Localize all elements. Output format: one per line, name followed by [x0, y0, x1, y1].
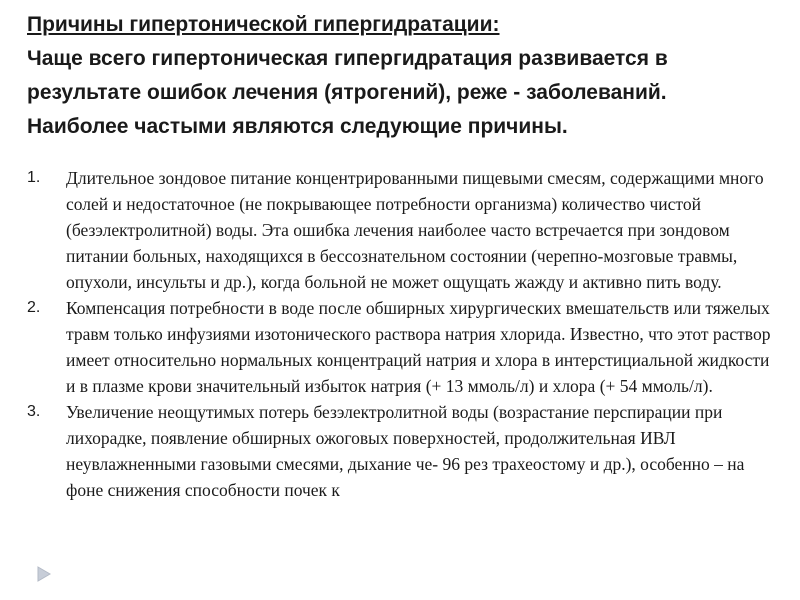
item-number: 2. [27, 299, 41, 316]
heading-title: Причины гипертонической гипергидратации: [27, 13, 500, 36]
causes-list [27, 165, 772, 503]
list-item [27, 295, 772, 399]
slide-heading [27, 8, 772, 144]
item-text: Длительное зондовое питание концентрированными пищевыми смесям, содержащими много солей и недостаточное (не покрывающее потребности организма) количество чистой (безэлектролитной) воды. Эта ошибка лечения наиболее часто встречается при зондовом питании больных, находящихся в бессознательном состоянии (черепно-мозговые травмы, опухоли, инсульты и др.), когда больной не может ощущать жажду и активно пить воду. [66, 168, 764, 292]
heading-text: Чаще всего гипертоническая гипергидратация развивается в результате ошибок лечения (ятрогений), реже - заболеваний. Наиболее частыми являются следующие причины. [27, 47, 668, 138]
item-number: 1. [27, 169, 41, 186]
item-text: Увеличение неощутимых потерь безэлектролитной воды (возрастание перспирации при лихорадке, появление обширных ожоговых поверхностей, продолжительная ИВЛ неувлажненными газовыми смесями, дыхание че- 96 рез трахеостому и др.), особенно – на фоне снижения способности почек к [66, 402, 745, 500]
item-text: Компенсация потребности в воде после обширных хирургических вмешательств или тяжелых травм только инфузиями изотонического раствора натрия хлорида. Известно, что этот раствор имеет относительно нормальных концентраций натрия и хлора в интерстициальной жидкости и в плазме крови значительный избыток натрия (+ 13 ммоль/л) и хлора (+ 54 ммоль/л). [66, 298, 771, 396]
list-item [27, 165, 772, 295]
triangle-right-icon[interactable] [37, 566, 51, 582]
item-number: 3. [27, 403, 41, 420]
list-item [27, 399, 772, 503]
